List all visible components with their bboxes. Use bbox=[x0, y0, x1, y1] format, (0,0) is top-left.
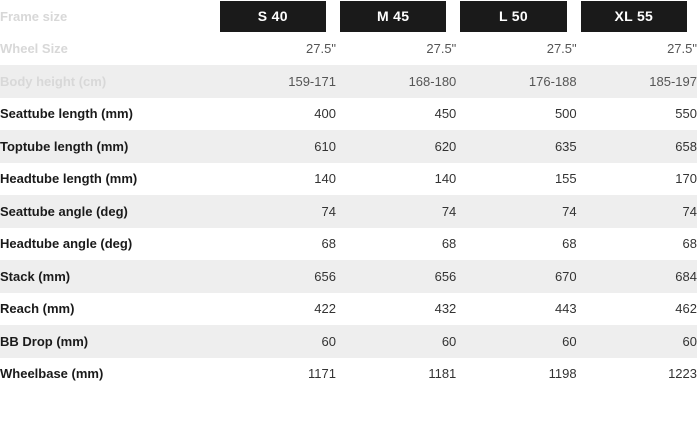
table-header-row bbox=[0, 0, 697, 33]
row-value: 550 bbox=[577, 98, 697, 131]
row-label: Reach (mm) bbox=[0, 293, 216, 326]
row-value: 74 bbox=[577, 195, 697, 228]
row-value: 185-197 bbox=[577, 65, 697, 98]
frame-size-header-label: Frame size bbox=[0, 0, 216, 33]
row-value: 658 bbox=[577, 130, 697, 163]
row-value: 443 bbox=[456, 293, 576, 326]
row-label: Body height (cm) bbox=[0, 65, 216, 98]
size-chip: XL 55 bbox=[581, 1, 687, 32]
size-chip: S 40 bbox=[220, 1, 326, 32]
table-row bbox=[0, 65, 697, 98]
row-value: 176-188 bbox=[456, 65, 576, 98]
row-value: 60 bbox=[577, 325, 697, 358]
table-row bbox=[0, 293, 697, 326]
row-value: 684 bbox=[577, 260, 697, 293]
row-value: 140 bbox=[216, 163, 336, 196]
table-row bbox=[0, 228, 697, 261]
row-value: 74 bbox=[336, 195, 456, 228]
row-value: 1198 bbox=[456, 358, 576, 391]
row-value: 620 bbox=[336, 130, 456, 163]
row-value: 74 bbox=[456, 195, 576, 228]
size-column-header bbox=[577, 0, 697, 33]
row-value: 60 bbox=[456, 325, 576, 358]
row-value: 170 bbox=[577, 163, 697, 196]
table-row bbox=[0, 130, 697, 163]
row-value: 656 bbox=[216, 260, 336, 293]
row-value: 74 bbox=[216, 195, 336, 228]
row-value: 400 bbox=[216, 98, 336, 131]
size-column-header bbox=[336, 0, 456, 33]
row-value: 500 bbox=[456, 98, 576, 131]
size-chip: M 45 bbox=[340, 1, 446, 32]
row-value: 60 bbox=[216, 325, 336, 358]
row-value: 432 bbox=[336, 293, 456, 326]
table-row bbox=[0, 260, 697, 293]
row-value: 68 bbox=[216, 228, 336, 261]
table-row bbox=[0, 358, 697, 391]
table-row bbox=[0, 195, 697, 228]
row-label: Toptube length (mm) bbox=[0, 130, 216, 163]
row-label: Wheel Size bbox=[0, 33, 216, 66]
row-value: 68 bbox=[336, 228, 456, 261]
table-row bbox=[0, 163, 697, 196]
row-value: 159-171 bbox=[216, 65, 336, 98]
row-value: 60 bbox=[336, 325, 456, 358]
row-value: 68 bbox=[456, 228, 576, 261]
row-label: Headtube angle (deg) bbox=[0, 228, 216, 261]
row-value: 462 bbox=[577, 293, 697, 326]
row-value: 610 bbox=[216, 130, 336, 163]
size-column-header bbox=[456, 0, 576, 33]
row-value: 635 bbox=[456, 130, 576, 163]
size-column-header bbox=[216, 0, 336, 33]
row-value: 155 bbox=[456, 163, 576, 196]
row-label: Stack (mm) bbox=[0, 260, 216, 293]
row-value: 670 bbox=[456, 260, 576, 293]
table-row bbox=[0, 33, 697, 66]
row-value: 1181 bbox=[336, 358, 456, 391]
row-value: 140 bbox=[336, 163, 456, 196]
row-value: 1223 bbox=[577, 358, 697, 391]
row-label: Wheelbase (mm) bbox=[0, 358, 216, 391]
row-value: 27.5" bbox=[456, 33, 576, 66]
row-label: Seattube angle (deg) bbox=[0, 195, 216, 228]
row-label: Headtube length (mm) bbox=[0, 163, 216, 196]
row-label: Seattube length (mm) bbox=[0, 98, 216, 131]
row-value: 450 bbox=[336, 98, 456, 131]
table-row bbox=[0, 325, 697, 358]
row-value: 68 bbox=[577, 228, 697, 261]
row-label: BB Drop (mm) bbox=[0, 325, 216, 358]
table-row bbox=[0, 98, 697, 131]
row-value: 168-180 bbox=[336, 65, 456, 98]
row-value: 656 bbox=[336, 260, 456, 293]
row-value: 27.5" bbox=[336, 33, 456, 66]
row-value: 422 bbox=[216, 293, 336, 326]
row-value: 1171 bbox=[216, 358, 336, 391]
row-value: 27.5" bbox=[216, 33, 336, 66]
row-value: 27.5" bbox=[577, 33, 697, 66]
size-chip: L 50 bbox=[460, 1, 566, 32]
